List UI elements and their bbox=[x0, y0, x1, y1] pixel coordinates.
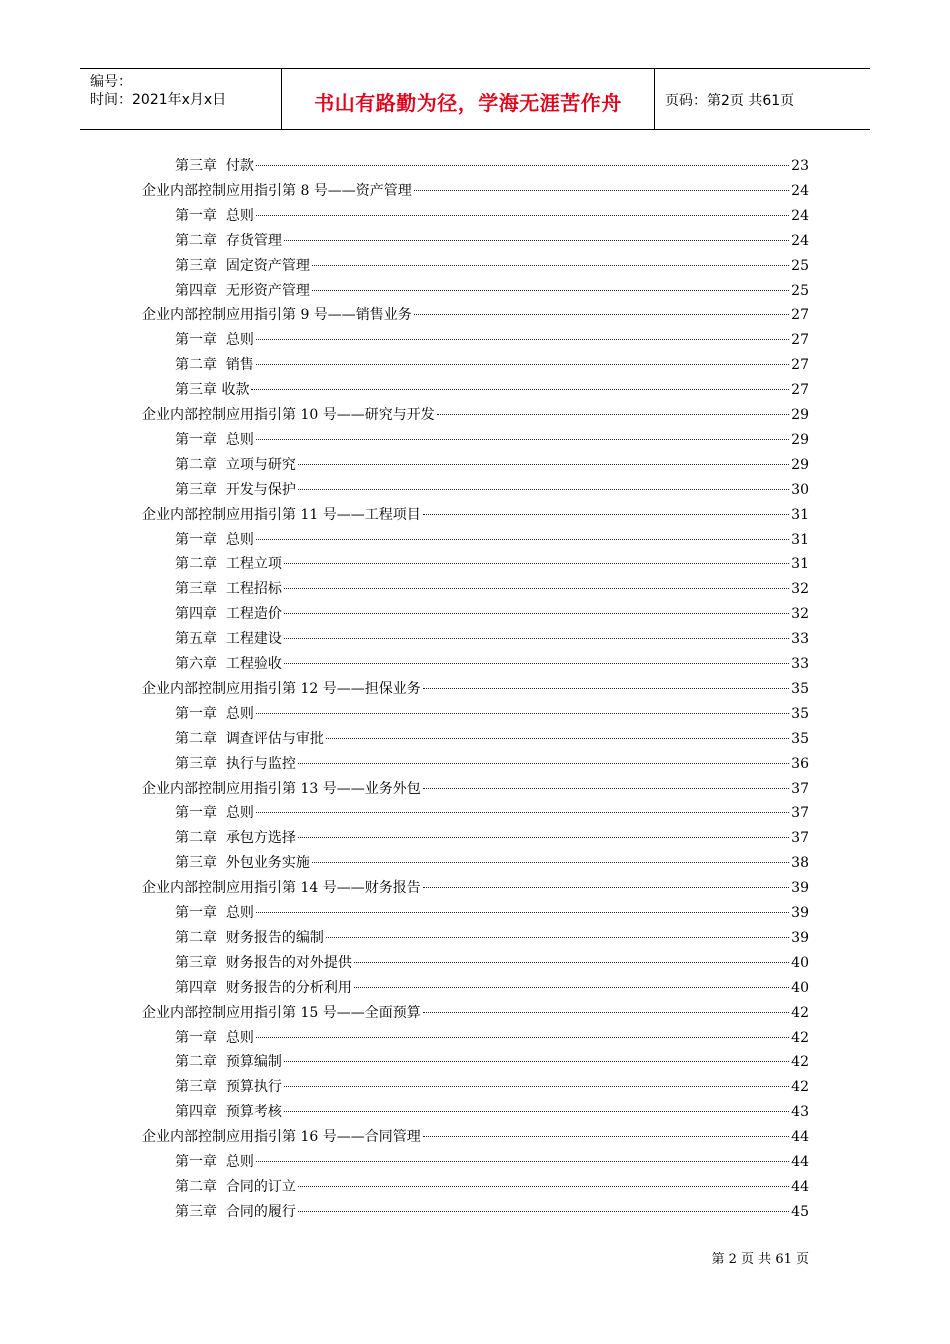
toc-chapter-entry[interactable] bbox=[175, 926, 809, 951]
toc-chapter-entry[interactable] bbox=[175, 1200, 809, 1225]
toc-dot-leader bbox=[326, 738, 789, 739]
toc-entry-title: 第一章 总则 bbox=[175, 207, 254, 224]
toc-entry-title: 第二章 财务报告的编制 bbox=[175, 929, 324, 946]
toc-dot-leader bbox=[437, 414, 789, 415]
toc-entry-title: 第四章 无形资产管理 bbox=[175, 282, 310, 299]
toc-chapter-entry[interactable] bbox=[175, 229, 809, 254]
toc-entry-page: 37 bbox=[791, 805, 809, 822]
toc-dot-leader bbox=[256, 215, 789, 216]
toc-entry-title: 第三章 合同的履行 bbox=[175, 1203, 296, 1220]
toc-entry-title: 第四章 工程造价 bbox=[175, 606, 282, 623]
toc-chapter-entry[interactable] bbox=[175, 254, 809, 279]
toc-entry-page: 32 bbox=[791, 606, 809, 623]
toc-entry-title: 企业内部控制应用指引第 9 号——销售业务 bbox=[142, 307, 412, 324]
toc-dot-leader bbox=[423, 688, 789, 689]
toc-chapter-entry[interactable] bbox=[175, 279, 809, 304]
toc-entry-title: 企业内部控制应用指引第 12 号——担保业务 bbox=[142, 680, 421, 697]
header-motto: 书山有路勤为径，学海无涯苦作舟 bbox=[314, 91, 622, 115]
toc-section-entry[interactable] bbox=[142, 179, 809, 204]
toc-entry-title: 第四章 预算考核 bbox=[175, 1104, 282, 1121]
toc-chapter-entry[interactable] bbox=[175, 478, 809, 503]
toc-entry-page: 45 bbox=[791, 1203, 809, 1220]
toc-dot-leader bbox=[298, 1211, 789, 1212]
toc-entry-title: 第二章 调查评估与审批 bbox=[175, 730, 324, 747]
toc-dot-leader bbox=[354, 962, 789, 963]
toc-entry-page: 30 bbox=[791, 481, 809, 498]
toc-entry-page: 39 bbox=[791, 929, 809, 946]
toc-entry-title: 第一章 总则 bbox=[175, 1154, 254, 1170]
toc-section-entry[interactable] bbox=[142, 1001, 809, 1026]
toc-dot-leader bbox=[256, 165, 789, 166]
toc-entry-page: 42 bbox=[791, 1054, 809, 1071]
header-motto-cell bbox=[282, 69, 655, 129]
toc-dot-leader bbox=[256, 1037, 789, 1038]
toc-entry-title: 第三章 预算执行 bbox=[175, 1079, 282, 1096]
toc-entry-title: 第三章 执行与监控 bbox=[175, 755, 296, 772]
toc-dot-leader bbox=[414, 190, 789, 191]
toc-entry-page: 43 bbox=[791, 1104, 809, 1121]
toc-chapter-entry[interactable] bbox=[175, 528, 809, 553]
toc-dot-leader bbox=[312, 862, 789, 863]
toc-dot-leader bbox=[284, 1111, 789, 1112]
toc-dot-leader bbox=[256, 713, 789, 714]
toc-chapter-entry[interactable] bbox=[175, 204, 809, 229]
toc-entry-page: 27 bbox=[791, 382, 809, 399]
toc-entry-title: 企业内部控制应用指引第 14 号——财务报告 bbox=[142, 880, 421, 897]
toc-dot-leader bbox=[256, 439, 789, 440]
toc-chapter-entry[interactable] bbox=[175, 627, 809, 652]
toc-chapter-entry[interactable] bbox=[175, 378, 809, 403]
toc-entry-title: 企业内部控制应用指引第 11 号——工程项目 bbox=[142, 506, 421, 523]
toc-chapter-entry[interactable] bbox=[175, 727, 809, 752]
toc-dot-leader bbox=[284, 240, 789, 241]
toc-dot-leader bbox=[298, 489, 789, 490]
toc-entry-page: 42 bbox=[791, 1029, 809, 1046]
toc-entry-title: 企业内部控制应用指引第 15 号——全面预算 bbox=[142, 1004, 421, 1021]
toc-entry-page: 29 bbox=[791, 407, 809, 423]
toc-section-entry[interactable] bbox=[142, 403, 809, 428]
toc-entry-page: 35 bbox=[791, 730, 809, 747]
toc-dot-leader bbox=[284, 663, 789, 664]
header-page-cell bbox=[655, 69, 870, 129]
toc-entry-title: 企业内部控制应用指引第 8 号——资产管理 bbox=[142, 182, 412, 199]
toc-entry-page: 44 bbox=[791, 1154, 809, 1170]
toc-entry-page: 37 bbox=[791, 780, 809, 797]
toc-chapter-entry[interactable] bbox=[175, 1075, 809, 1100]
toc-entry-page: 35 bbox=[791, 680, 809, 697]
toc-entry-page: 27 bbox=[791, 307, 809, 324]
toc-dot-leader bbox=[256, 1161, 789, 1162]
toc-entry-page: 31 bbox=[791, 556, 809, 573]
toc-entry-page: 44 bbox=[791, 1129, 809, 1146]
toc-chapter-entry[interactable] bbox=[175, 752, 809, 777]
toc-dot-leader bbox=[423, 1136, 789, 1137]
footer-page-number: 第 2 页 共 61 页 bbox=[711, 1252, 809, 1267]
toc-section-entry[interactable] bbox=[142, 777, 809, 802]
toc-chapter-entry[interactable] bbox=[175, 552, 809, 577]
toc-entry-page: 37 bbox=[791, 830, 809, 847]
toc-entry-title: 第一章 总则 bbox=[175, 431, 254, 448]
toc-entry-page: 27 bbox=[791, 357, 809, 374]
toc-dot-leader bbox=[284, 1086, 789, 1087]
toc-entry-title: 第二章 工程立项 bbox=[175, 556, 282, 573]
toc-entry-title: 企业内部控制应用指引第 16 号——合同管理 bbox=[142, 1129, 421, 1146]
toc-entry-title: 第二章 存货管理 bbox=[175, 232, 282, 249]
toc-chapter-entry[interactable] bbox=[175, 801, 809, 826]
toc-dot-leader bbox=[251, 389, 789, 390]
toc-entry-title: 第一章 总则 bbox=[175, 805, 254, 822]
toc-entry-page: 25 bbox=[791, 282, 809, 299]
toc-chapter-entry[interactable] bbox=[175, 702, 809, 727]
toc-entry-title: 第一章 总则 bbox=[175, 705, 254, 722]
toc-chapter-entry[interactable] bbox=[175, 951, 809, 976]
toc-entry-page: 44 bbox=[791, 1178, 809, 1195]
toc-dot-leader bbox=[423, 788, 789, 789]
toc-entry-title: 第三章 财务报告的对外提供 bbox=[175, 954, 352, 971]
toc-dot-leader bbox=[256, 364, 789, 365]
toc-dot-leader bbox=[298, 464, 789, 465]
toc-entry-page: 29 bbox=[791, 456, 809, 473]
toc-entry-page: 39 bbox=[791, 905, 809, 921]
toc-entry-title: 企业内部控制应用指引第 13 号——业务外包 bbox=[142, 780, 421, 797]
toc-entry-title: 第五章 工程建设 bbox=[175, 631, 282, 648]
header-page-number: 页码：第2页 共61页 bbox=[665, 93, 795, 109]
toc-dot-leader bbox=[414, 314, 789, 315]
toc-entry-title: 第二章 预算编制 bbox=[175, 1054, 282, 1071]
toc-entry-page: 29 bbox=[791, 431, 809, 448]
toc-chapter-entry[interactable] bbox=[175, 826, 809, 851]
toc-entry-title: 第三章 收款 bbox=[175, 382, 250, 399]
toc-dot-leader bbox=[298, 1186, 789, 1187]
toc-entry-title: 第二章 立项与研究 bbox=[175, 456, 296, 473]
toc-dot-leader bbox=[423, 514, 789, 515]
toc-chapter-entry[interactable] bbox=[175, 1100, 809, 1125]
toc-entry-title: 第三章 固定资产管理 bbox=[175, 257, 310, 274]
toc-section-entry[interactable] bbox=[142, 876, 809, 901]
toc-chapter-entry[interactable] bbox=[175, 428, 809, 453]
toc-chapter-entry[interactable] bbox=[175, 1026, 809, 1051]
toc-dot-leader bbox=[256, 539, 789, 540]
toc-entry-page: 32 bbox=[791, 581, 809, 598]
toc-entry-page: 24 bbox=[791, 182, 809, 199]
toc-entry-title: 第二章 合同的订立 bbox=[175, 1178, 296, 1195]
toc-dot-leader bbox=[284, 638, 789, 639]
toc-section-entry[interactable] bbox=[142, 503, 809, 528]
toc-entry-page: 40 bbox=[791, 979, 809, 996]
toc-entry-page: 38 bbox=[791, 855, 809, 872]
toc-entry-page: 23 bbox=[791, 158, 809, 174]
toc-chapter-entry[interactable] bbox=[175, 851, 809, 876]
toc-section-entry[interactable] bbox=[142, 677, 809, 702]
toc-entry-title: 第一章 总则 bbox=[175, 905, 254, 921]
toc-entry-page: 27 bbox=[791, 332, 809, 349]
toc-entry-page: 39 bbox=[791, 880, 809, 897]
toc-entry-title: 第三章 外包业务实施 bbox=[175, 855, 310, 872]
page-header bbox=[80, 68, 870, 130]
toc-dot-leader bbox=[284, 613, 789, 614]
toc-entry-title: 第三章 工程招标 bbox=[175, 581, 282, 598]
toc-chapter-entry[interactable] bbox=[175, 976, 809, 1001]
toc-entry-page: 24 bbox=[791, 232, 809, 249]
toc-entry-page: 42 bbox=[791, 1079, 809, 1096]
toc-entry-page: 24 bbox=[791, 207, 809, 224]
toc-entry-page: 31 bbox=[791, 506, 809, 523]
toc-entry-page: 33 bbox=[791, 631, 809, 648]
toc-entry-page: 35 bbox=[791, 705, 809, 722]
toc-dot-leader bbox=[354, 987, 789, 988]
toc-entry-title: 第六章 工程验收 bbox=[175, 656, 282, 672]
toc-entry-page: 31 bbox=[791, 531, 809, 548]
toc-dot-leader bbox=[256, 912, 789, 913]
toc-chapter-entry[interactable] bbox=[175, 577, 809, 602]
toc-dot-leader bbox=[284, 588, 789, 589]
toc-dot-leader bbox=[256, 812, 789, 813]
toc-dot-leader bbox=[312, 290, 789, 291]
toc-chapter-entry[interactable] bbox=[175, 1175, 809, 1200]
toc-chapter-entry[interactable] bbox=[175, 353, 809, 378]
toc-chapter-entry[interactable] bbox=[175, 1050, 809, 1075]
toc-dot-leader bbox=[284, 1061, 789, 1062]
toc-dot-leader bbox=[256, 339, 789, 340]
toc-entry-page: 33 bbox=[791, 656, 809, 672]
toc-section-entry[interactable] bbox=[142, 303, 809, 328]
toc-dot-leader bbox=[298, 837, 789, 838]
toc-chapter-entry[interactable] bbox=[175, 154, 809, 179]
toc-entry-page: 36 bbox=[791, 755, 809, 772]
toc-chapter-entry[interactable] bbox=[175, 1150, 809, 1175]
toc-entry-title: 企业内部控制应用指引第 10 号——研究与开发 bbox=[142, 407, 435, 423]
toc-dot-leader bbox=[284, 563, 789, 564]
toc-dot-leader bbox=[298, 763, 789, 764]
document-time-label: 时间：2021年x月x日 bbox=[90, 92, 227, 108]
toc-dot-leader bbox=[312, 265, 789, 266]
toc-dot-leader bbox=[423, 887, 789, 888]
toc-entry-title: 第一章 总则 bbox=[175, 1029, 254, 1046]
toc-entry-title: 第三章 付款 bbox=[175, 158, 254, 174]
document-number-label: 编号： bbox=[90, 74, 132, 90]
toc-entry-title: 第二章 承包方选择 bbox=[175, 830, 296, 847]
toc-entry-page: 40 bbox=[791, 954, 809, 971]
toc-dot-leader bbox=[326, 937, 789, 938]
toc-chapter-entry[interactable] bbox=[175, 901, 809, 926]
toc-entry-title: 第一章 总则 bbox=[175, 531, 254, 548]
toc-entry-title: 第二章 销售 bbox=[175, 357, 254, 374]
header-meta-cell bbox=[80, 69, 282, 129]
toc-chapter-entry[interactable] bbox=[175, 652, 809, 677]
toc-entry-title: 第三章 开发与保护 bbox=[175, 481, 296, 498]
toc-entry-page: 25 bbox=[791, 257, 809, 274]
toc-entry-title: 第四章 财务报告的分析利用 bbox=[175, 979, 352, 996]
toc-chapter-entry[interactable] bbox=[175, 602, 809, 627]
toc-dot-leader bbox=[423, 1012, 789, 1013]
toc-entry-page: 42 bbox=[791, 1004, 809, 1021]
toc-chapter-entry[interactable] bbox=[175, 453, 809, 478]
toc-entry-title: 第一章 总则 bbox=[175, 332, 254, 349]
toc-chapter-entry[interactable] bbox=[175, 328, 809, 353]
toc-section-entry[interactable] bbox=[142, 1125, 809, 1150]
